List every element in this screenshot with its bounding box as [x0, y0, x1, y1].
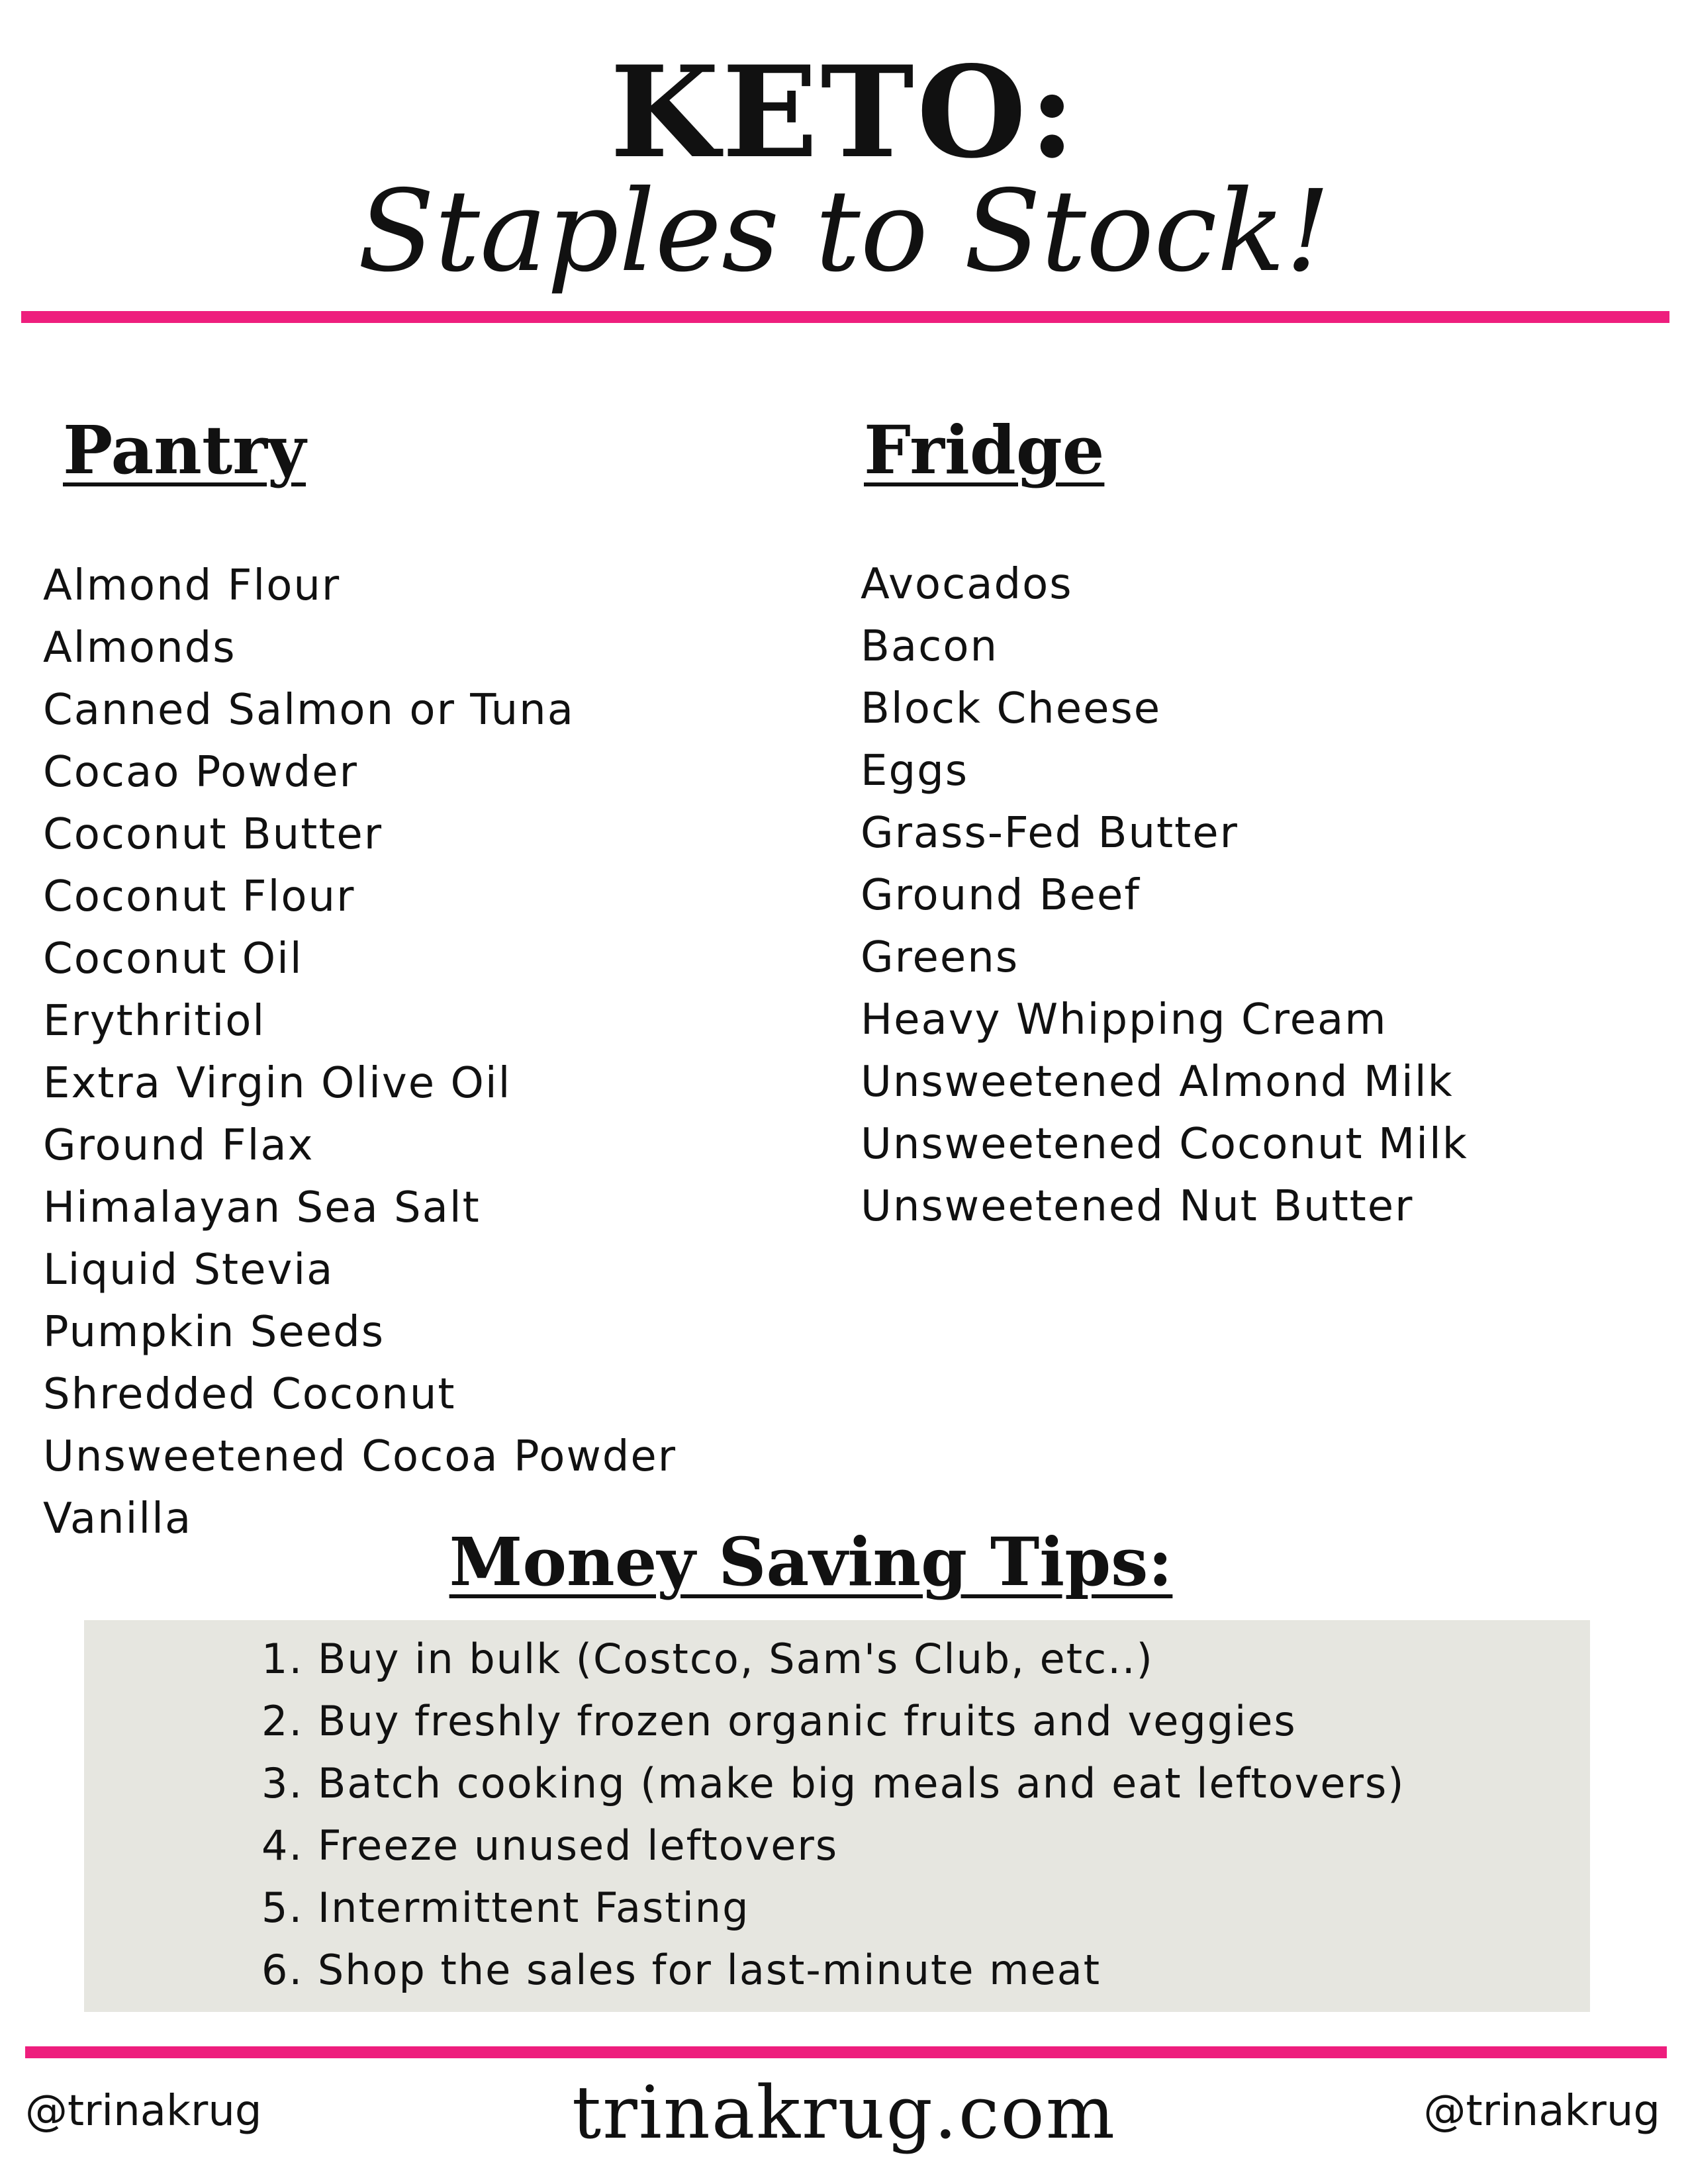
page-title: KETO: [610, 38, 1078, 186]
fridge-list [861, 553, 1468, 1238]
tip-item: 6. Shop the sales for last-minute meat [261, 1946, 1102, 1994]
fridge-item: Eggs [861, 747, 969, 796]
tip-item: 2. Buy freshly frozen organic fruits and veggies [261, 1697, 1297, 1745]
pantry-heading: Pantry [63, 411, 306, 489]
fridge-item: Bacon [861, 622, 999, 671]
tips-list [261, 1628, 1405, 2001]
pantry-list [43, 555, 677, 1550]
social-handle-right: @trinakrug [1423, 2087, 1660, 2136]
tip-item: 4. Freeze unused leftovers [261, 1821, 839, 1870]
bottom-divider [25, 2046, 1667, 2058]
website-url: trinakrug.com [572, 2070, 1116, 2155]
pantry-item: Canned Salmon or Tuna [43, 686, 575, 735]
fridge-item: Unsweetened Coconut Milk [861, 1120, 1468, 1169]
fridge-heading: Fridge [864, 411, 1105, 489]
pantry-item: Cocao Powder [43, 748, 358, 797]
top-divider [21, 311, 1669, 323]
fridge-item: Avocados [861, 560, 1073, 609]
pantry-item: Vanilla [43, 1494, 193, 1543]
pantry-item: Almond Flour [43, 561, 341, 610]
fridge-item: Ground Beef [861, 871, 1141, 920]
fridge-item: Unsweetened Nut Butter [861, 1182, 1414, 1231]
pantry-item: Shredded Coconut [43, 1370, 456, 1419]
pantry-item: Coconut Butter [43, 810, 383, 859]
pantry-item: Coconut Oil [43, 934, 303, 983]
fridge-item: Block Cheese [861, 684, 1162, 733]
social-handle-left: @trinakrug [25, 2087, 262, 2136]
fridge-item: Heavy Whipping Cream [861, 995, 1387, 1044]
pantry-item: Erythritiol [43, 997, 266, 1046]
pantry-item: Almonds [43, 623, 236, 672]
pantry-item: Ground Flax [43, 1121, 314, 1170]
tip-item: 5. Intermittent Fasting [261, 1884, 750, 1932]
fridge-item: Grass-Fed Butter [861, 809, 1239, 858]
fridge-item: Greens [861, 933, 1019, 982]
tip-item: 1. Buy in bulk (Costco, Sam's Club, etc..) [261, 1635, 1154, 1683]
pantry-item: Coconut Flour [43, 872, 355, 921]
page-subtitle: Staples to Stock! [357, 166, 1331, 297]
pantry-item: Pumpkin Seeds [43, 1308, 385, 1357]
fridge-item: Unsweetened Almond Milk [861, 1058, 1454, 1107]
tips-heading: Money Saving Tips: [449, 1523, 1173, 1601]
pantry-item: Extra Virgin Olive Oil [43, 1059, 512, 1108]
pantry-item: Himalayan Sea Salt [43, 1183, 481, 1232]
pantry-item: Unsweetened Cocoa Powder [43, 1432, 677, 1481]
tip-item: 3. Batch cooking (make big meals and eat leftovers) [261, 1759, 1405, 1807]
pantry-item: Liquid Stevia [43, 1246, 334, 1295]
